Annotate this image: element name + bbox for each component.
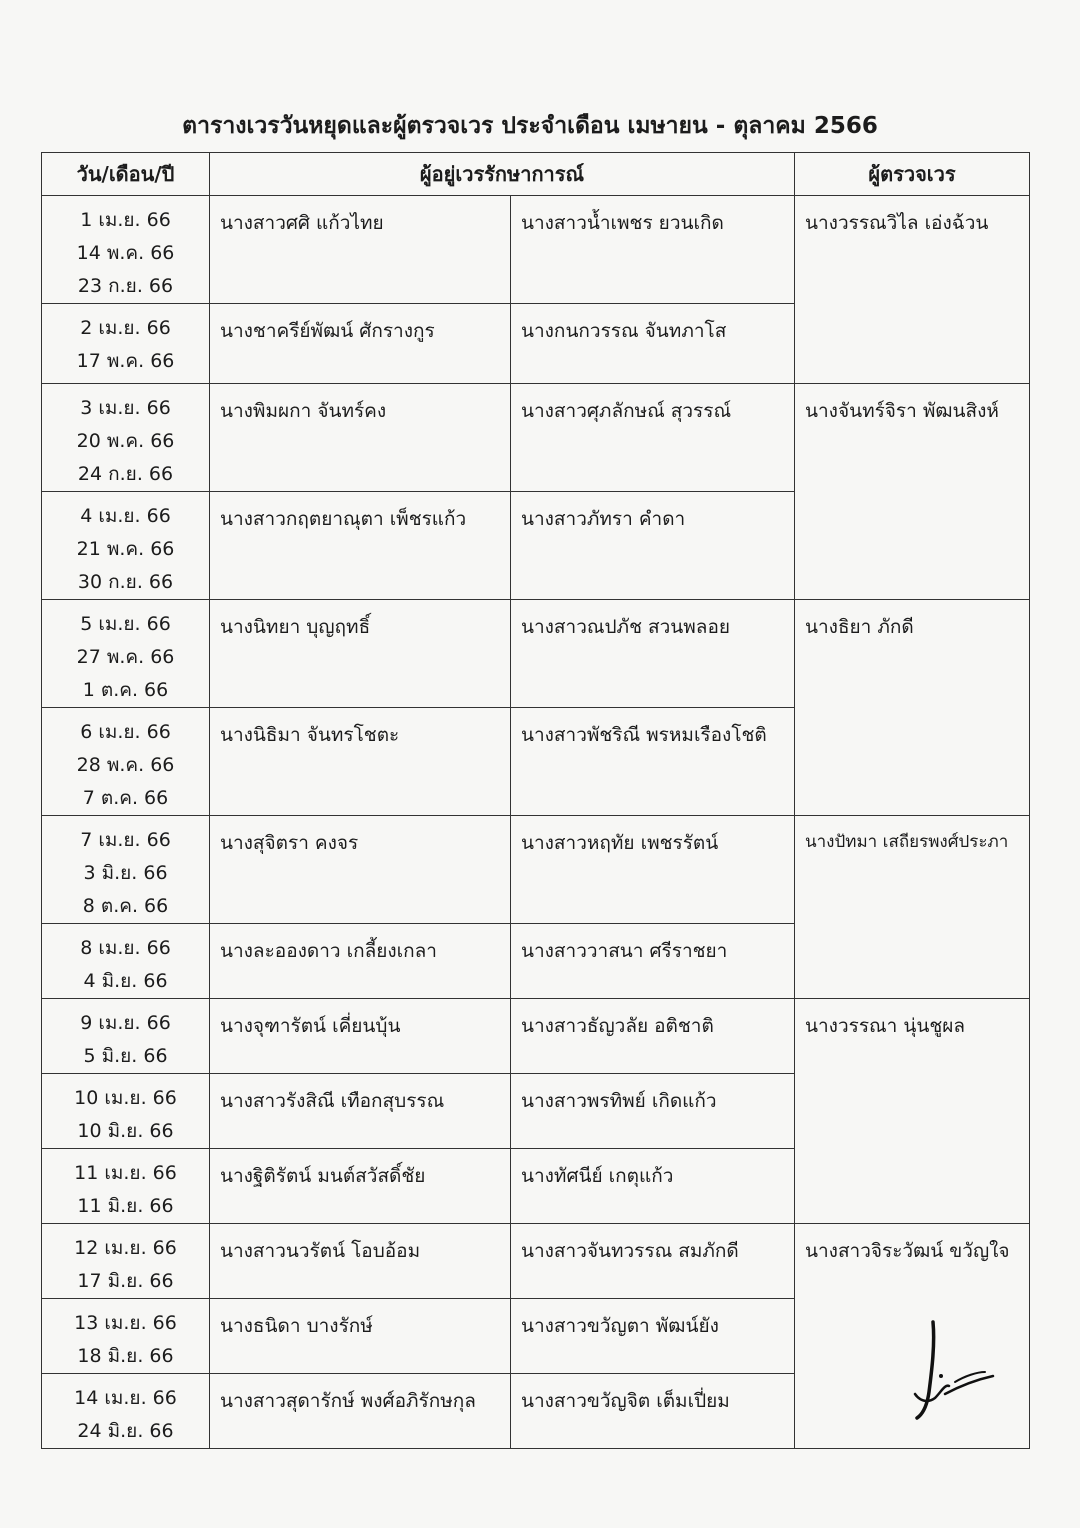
duty-officer-1: นางละอองดาว เกลี้ยงเกลา bbox=[210, 924, 511, 999]
date-value: 9 เม.ย. 66 bbox=[80, 1012, 171, 1034]
date-cell bbox=[42, 999, 210, 1074]
duty-officer-1: นางสาวศศิ แก้วไทย bbox=[210, 196, 511, 304]
date-value: 2 เม.ย. 66 bbox=[80, 317, 171, 339]
inspector-name: นางสาวจิระวัฒน์ ขวัญใจ bbox=[805, 1240, 1010, 1262]
date-cell bbox=[42, 196, 210, 304]
date-value: 17 มิ.ย. 66 bbox=[77, 1270, 174, 1292]
duty-officer-1: นางชาครีย์พัฒน์ ศักรางกูร bbox=[210, 304, 511, 384]
duty-officer-2: นางสาวขวัญจิต เต็มเปี่ยม bbox=[511, 1374, 795, 1449]
table-row bbox=[42, 1224, 1030, 1299]
date-column-header: วัน/เดือน/ปี bbox=[42, 153, 210, 196]
duty-officer-1: นางสาวนวรัตน์ โอบอ้อม bbox=[210, 1224, 511, 1299]
duty-officer-2: นางสาวขวัญตา พัฒน์ยัง bbox=[511, 1299, 795, 1374]
inspector-cell: นางจันทร์จิรา พัฒนสิงห์ bbox=[795, 384, 1030, 600]
inspector-cell: นางปัทมา เสถียรพงศ์ประภา bbox=[795, 816, 1030, 999]
inspector-cell bbox=[795, 1224, 1030, 1449]
duty-officer-2: นางสาวพรทิพย์ เกิดแก้ว bbox=[511, 1074, 795, 1149]
duty-officer-1: นางนิทยา บุญฤทธิ์ bbox=[210, 600, 511, 708]
duty-officer-1: นางสาวรังสิณี เทือกสุบรรณ bbox=[210, 1074, 511, 1149]
date-cell bbox=[42, 1074, 210, 1149]
duty-officer-1: นางนิธิมา จันทรโชตะ bbox=[210, 708, 511, 816]
date-value: 6 เม.ย. 66 bbox=[80, 721, 171, 743]
date-cell bbox=[42, 1149, 210, 1224]
duty-officer-2: นางสาวธัญวลัย อติชาติ bbox=[511, 999, 795, 1074]
table-header-row bbox=[42, 153, 1030, 196]
date-value: 11 มิ.ย. 66 bbox=[77, 1195, 174, 1217]
table-row bbox=[42, 600, 1030, 708]
date-cell bbox=[42, 304, 210, 384]
date-value: 27 พ.ค. 66 bbox=[76, 646, 175, 668]
duty-officer-2: นางสาวพัชริณี พรหมเรืองโชติ bbox=[511, 708, 795, 816]
duty-officer-2: นางสาวน้ำเพชร ยวนเกิด bbox=[511, 196, 795, 304]
date-value: 3 เม.ย. 66 bbox=[80, 397, 171, 419]
date-value: 24 ก.ย. 66 bbox=[77, 463, 174, 485]
date-value: 4 เม.ย. 66 bbox=[80, 505, 171, 527]
date-cell bbox=[42, 492, 210, 600]
signature-icon bbox=[905, 1314, 1000, 1424]
duty-officer-1: นางพิมผกา จันทร์คง bbox=[210, 384, 511, 492]
table-row bbox=[42, 999, 1030, 1074]
date-value: 1 ต.ค. 66 bbox=[82, 679, 169, 701]
date-value: 1 เม.ย. 66 bbox=[80, 209, 171, 231]
date-cell bbox=[42, 816, 210, 924]
inspector-cell: นางวรรณา นุ่นชูผล bbox=[795, 999, 1030, 1224]
inspector-column-header: ผู้ตรวจเวร bbox=[795, 153, 1030, 196]
duty-officer-1: นางจุฑารัตน์ เคี่ยนบุ้น bbox=[210, 999, 511, 1074]
duty-officer-1: นางฐิติรัตน์ มนต์สวัสดิ์ชัย bbox=[210, 1149, 511, 1224]
duty-officer-2: นางกนกวรรณ จันทภาโส bbox=[511, 304, 795, 384]
date-value: 21 พ.ค. 66 bbox=[76, 538, 175, 560]
date-value: 14 เม.ย. 66 bbox=[74, 1387, 177, 1409]
date-value: 10 มิ.ย. 66 bbox=[77, 1120, 174, 1142]
table-row bbox=[42, 384, 1030, 492]
date-value: 24 มิ.ย. 66 bbox=[77, 1420, 174, 1442]
date-value: 14 พ.ค. 66 bbox=[76, 242, 175, 264]
page-title: ตารางเวรวันหยุดและผู้ตรวจเวร ประจำเดือน เมษายน - ตุลาคม 2566 bbox=[182, 113, 878, 139]
date-value: 17 พ.ค. 66 bbox=[76, 350, 175, 372]
duty-officer-2: นางสาวหฤทัย เพชรรัตน์ bbox=[511, 816, 795, 924]
duty-officer-2: นางสาวศุภลักษณ์ สุวรรณ์ bbox=[511, 384, 795, 492]
date-value: 13 เม.ย. 66 bbox=[74, 1312, 177, 1334]
duty-officer-2: นางทัศนีย์ เกตุแก้ว bbox=[511, 1149, 795, 1224]
date-value: 7 เม.ย. 66 bbox=[80, 829, 171, 851]
date-value: 20 พ.ค. 66 bbox=[76, 430, 175, 452]
date-value: 12 เม.ย. 66 bbox=[74, 1237, 177, 1259]
date-value: 4 มิ.ย. 66 bbox=[83, 970, 168, 992]
date-value: 8 เม.ย. 66 bbox=[80, 937, 171, 959]
date-cell bbox=[42, 600, 210, 708]
duty-column-header: ผู้อยู่เวรรักษาการณ์ bbox=[210, 153, 795, 196]
inspector-cell: นางธิยา ภักดี bbox=[795, 600, 1030, 816]
table-row bbox=[42, 196, 1030, 304]
date-cell bbox=[42, 384, 210, 492]
date-value: 18 มิ.ย. 66 bbox=[77, 1345, 174, 1367]
date-value: 5 เม.ย. 66 bbox=[80, 613, 171, 635]
date-cell bbox=[42, 1299, 210, 1374]
date-cell bbox=[42, 708, 210, 816]
inspector-cell: นางวรรณวิไล เอ่งฉ้วน bbox=[795, 196, 1030, 384]
date-value: 23 ก.ย. 66 bbox=[77, 275, 174, 297]
date-cell bbox=[42, 1374, 210, 1449]
date-value: 11 เม.ย. 66 bbox=[74, 1162, 177, 1184]
duty-officer-1: นางสาวสุดารักษ์ พงศ์อภิรักษกุล bbox=[210, 1374, 511, 1449]
date-cell bbox=[42, 1224, 210, 1299]
date-value: 5 มิ.ย. 66 bbox=[83, 1045, 168, 1067]
duty-officer-2: นางสาวณปภัช สวนพลอย bbox=[511, 600, 795, 708]
date-value: 10 เม.ย. 66 bbox=[74, 1087, 177, 1109]
duty-officer-1: นางธนิดา บางรักษ์ bbox=[210, 1299, 511, 1374]
date-value: 7 ต.ค. 66 bbox=[82, 787, 169, 809]
duty-officer-2: นางสาวภัทรา คำดา bbox=[511, 492, 795, 600]
duty-roster-table bbox=[41, 152, 1030, 1449]
date-value: 3 มิ.ย. 66 bbox=[83, 862, 168, 884]
date-value: 8 ต.ค. 66 bbox=[82, 895, 169, 917]
duty-officer-1: นางสุจิตรา คงจร bbox=[210, 816, 511, 924]
date-cell bbox=[42, 924, 210, 999]
table-row bbox=[42, 816, 1030, 924]
duty-officer-2: นางสาววาสนา ศรีราชยา bbox=[511, 924, 795, 999]
date-value: 30 ก.ย. 66 bbox=[77, 571, 174, 593]
date-value: 28 พ.ค. 66 bbox=[76, 754, 175, 776]
duty-officer-2: นางสาวจันทวรรณ สมภักดี bbox=[511, 1224, 795, 1299]
duty-officer-1: นางสาวกฤตยาณุตา เพ็ชรแก้ว bbox=[210, 492, 511, 600]
